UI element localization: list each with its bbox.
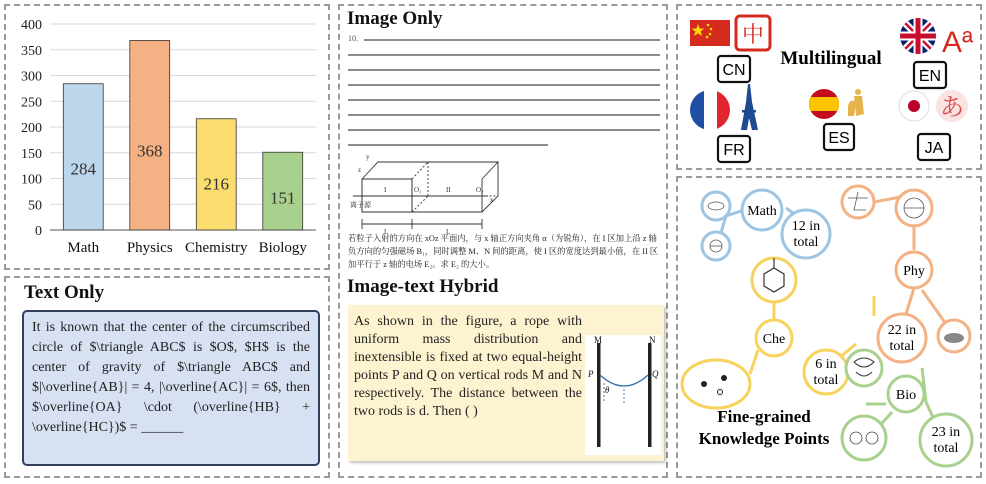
- region-1-label: I: [384, 186, 387, 194]
- y-tick-label: 50: [28, 198, 42, 214]
- knowledge-panel: [676, 176, 982, 478]
- ion-source-label: 离子源: [350, 201, 371, 209]
- es-badge: [824, 124, 854, 150]
- math-node-label: Math: [747, 204, 777, 219]
- multilingual-panel: [676, 4, 982, 170]
- uk-flag-icon: [900, 18, 936, 54]
- y-tick-label: 300: [21, 69, 42, 85]
- text-only-title: Text Only: [24, 282, 105, 303]
- x-axis-label: x: [490, 196, 494, 204]
- y-tick-label: 250: [21, 95, 42, 111]
- physics-cluster: [842, 186, 970, 362]
- rope-figure: [348, 305, 664, 461]
- multilingual-graphic: [678, 6, 984, 172]
- ja-badge: [918, 134, 950, 160]
- y-axis-label: y: [366, 153, 370, 161]
- chinese-character-icon: [736, 16, 770, 50]
- physics-node-label: Phy: [903, 264, 925, 279]
- bar-value-label: 368: [137, 141, 163, 161]
- english-glyph-icon: Aª: [942, 26, 974, 59]
- hiragana-icon: [936, 90, 968, 122]
- cn-badge: [718, 56, 750, 82]
- o1-label: O₁: [414, 186, 422, 194]
- question-number: 10.: [348, 34, 358, 43]
- z-axis-label: z: [358, 166, 362, 174]
- biology-count-label: 23 in total: [931, 425, 961, 456]
- text-only-card: [22, 310, 320, 466]
- hybrid-title: Image-text Hybrid: [347, 276, 499, 297]
- y-tick-label: 400: [21, 18, 42, 33]
- point-q-label: Q: [652, 369, 659, 379]
- en-label: EN: [918, 68, 942, 85]
- y-tick-label: 150: [21, 146, 42, 162]
- bar-chart: [6, 6, 332, 272]
- bar-value-label: 284: [70, 159, 96, 179]
- fr-badge: [718, 136, 750, 162]
- text-only-body: It is known that the center of the circumscribed circle of $\triangle ABC$ is $O$, $H$ is the center of gravity of $\triangle ABC$ and $|\overline{AB}| = 4, |\overline{AC}| = 6$, then $\overline{OA} \cdot (\overline{HB} + \overline{HC})$ = ______: [32, 320, 310, 435]
- hiragana-character: あ: [940, 93, 964, 121]
- chinese-character: 中: [741, 23, 765, 48]
- rod-m-label: M: [594, 335, 603, 345]
- japan-flag-icon: [899, 91, 929, 121]
- biology-node-label: Bio: [895, 388, 917, 403]
- x-tick-label: Physics: [126, 240, 173, 256]
- question-sub-text: 若粒子入射的方向在 xOz 平面内，与 x 轴正方向夹角 α（为锐角），在 I 区加上沿 z 轴负方向的匀强磁场 B₁，同时调整 M、N 间的距离，使 I 区的宽度达到最小值，在 II 区加平行于 z 轴的电场 E₂。求 E₂ 的大小。: [348, 234, 659, 269]
- biology-cluster: [842, 350, 972, 466]
- y-tick-label: 100: [21, 172, 42, 188]
- rod-n-label: N: [649, 335, 656, 345]
- math-count-label: 12 in total: [791, 219, 821, 250]
- fr-label: FR: [723, 142, 745, 159]
- bull-dancer-icon: [848, 89, 864, 116]
- text-only-panel: [4, 276, 330, 478]
- eiffel-tower-icon: [741, 84, 758, 130]
- hybrid-text: As shown in the figure, a rope with uniform mass distribution and inextensible is fixed at two equal-height points P and Q on vertical rods M and N respectively. The distance between the two rods is d. Then ( ): [354, 314, 582, 419]
- x-tick-label: Math: [67, 240, 100, 256]
- chemistry-node-label: Che: [762, 332, 786, 347]
- point-p-label: P: [588, 369, 594, 379]
- o2-label: O₂: [476, 186, 484, 194]
- length-label-1: L: [384, 228, 389, 236]
- bar: [130, 40, 170, 230]
- bar-chart-panel: [4, 4, 330, 270]
- theta-label: θ: [605, 385, 610, 395]
- image-only-title: Image Only: [347, 8, 443, 29]
- knowledge-graph: [678, 178, 984, 480]
- physics-count-label: 22 in total: [887, 323, 917, 354]
- es-label: ES: [828, 130, 850, 147]
- knowledge-title: Fine-grained Knowledge Points: [698, 407, 830, 448]
- y-tick-label: 200: [21, 121, 42, 136]
- france-flag-icon: [690, 90, 731, 130]
- chemistry-cluster: [682, 258, 848, 408]
- center-panel: [338, 4, 668, 478]
- en-badge: [914, 62, 946, 88]
- bar-value-label: 151: [270, 188, 296, 208]
- exam-question-image: [348, 34, 664, 269]
- china-flag-icon: [690, 20, 730, 46]
- ja-label: JA: [924, 140, 944, 157]
- length-label-2: L: [446, 228, 451, 236]
- x-tick-label: Biology: [258, 240, 307, 256]
- math-cluster: [702, 190, 830, 260]
- bar-value-label: 216: [203, 174, 229, 194]
- bar: [63, 84, 103, 230]
- x-tick-label: Chemistry: [185, 240, 248, 256]
- y-tick-label: 0: [35, 224, 42, 239]
- multilingual-title: Multilingual: [780, 48, 882, 69]
- region-2-label: II: [446, 186, 451, 194]
- y-tick-label: 350: [21, 43, 42, 59]
- cn-label: CN: [722, 62, 746, 79]
- spain-flag-icon: [809, 89, 839, 119]
- hybrid-card: [348, 305, 664, 461]
- chemistry-count-label: 6 in total: [813, 357, 839, 388]
